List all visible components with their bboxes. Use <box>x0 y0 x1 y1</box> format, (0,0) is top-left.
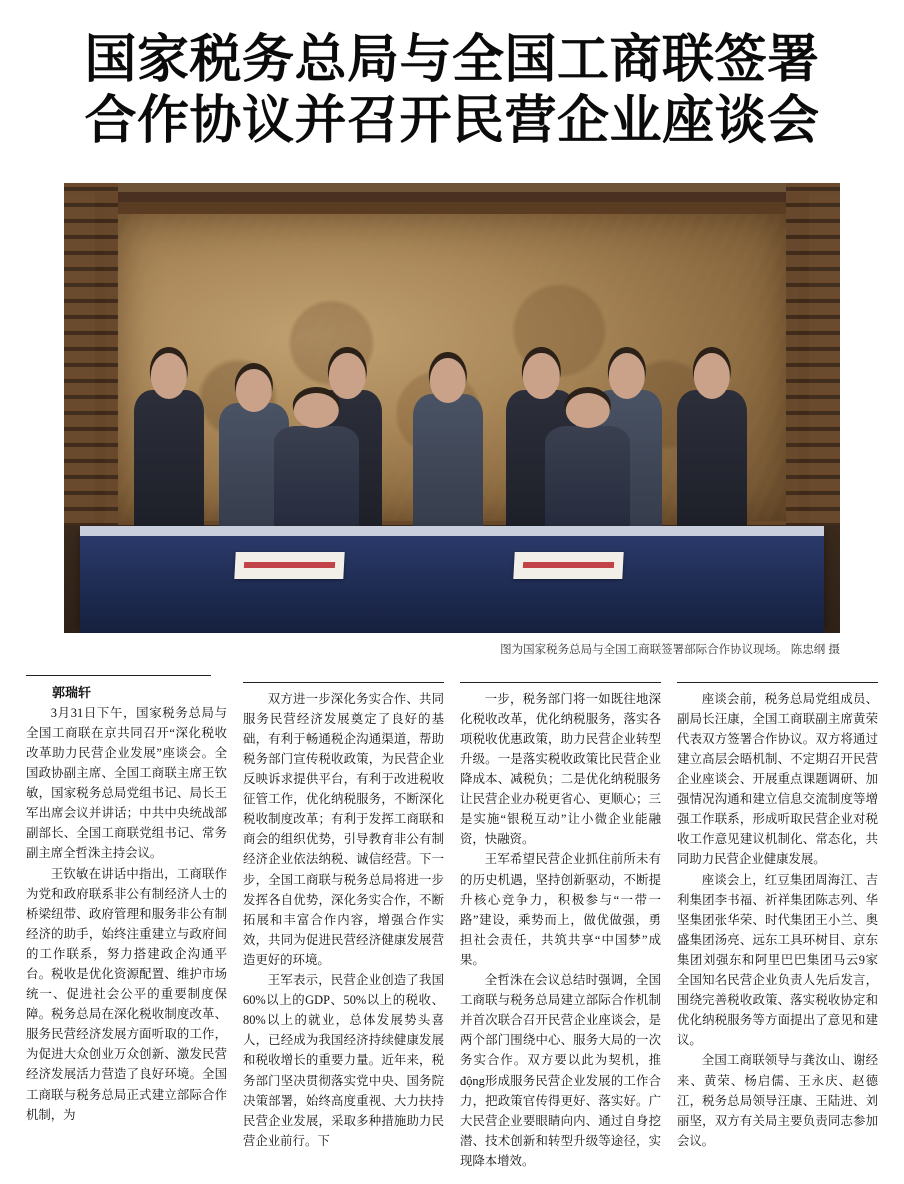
person-head <box>151 353 187 399</box>
standing-official-7 <box>677 390 747 543</box>
standing-official-4 <box>413 394 483 547</box>
paragraph: 王军希望民营企业抓住前所未有的历史机遇，坚持创新驱动，不断提升核心竞争力，积极参与“一带一路”建设，乘势而上，做优做强，勇担社会责任，共筑共享“中国梦”成果。 <box>460 852 661 967</box>
article-columns <box>26 682 878 1171</box>
paragraph: 王钦敏在讲话中指出，工商联作为党和政府联系非公有制经济人士的桥梁纽带、政府管理和服务非公有制经济的助手，始终注重建立与政府间的工作联系，努力搭建政企沟通平台。税收是优化资源配置、维护市场统一、促进社会公平的重要制度保障。税务总局在深化税收制度改革、服务民营经济发展方面听取的工作，为促进大众创业万众创新、激发民营经济发展活力营造了良好环境。全国工商联与税务总局正式建立部际合作机制，为 <box>26 866 227 1122</box>
photo-caption: 图为国家税务总局与全国工商联签署部际合作协议现场。 陈忠纲 摄 <box>500 643 840 656</box>
article-column-2 <box>243 682 444 1171</box>
table-top-edge <box>80 526 825 536</box>
lattice-window-right <box>786 183 840 543</box>
paragraph: 座谈会前，税务总局党组成员、副局长汪康，全国工商联副主席黄荣代表双方签署合作协议。双方将通过建立高层会晤机制、不定期召开民营企业座谈会、开展重点课题调研、加强情况沟通和建立信息交流制度等增强工作联系，形成听取民营企业对税收工作意见建议机制化、常态化，共同助力民营企业健康发展。 <box>677 691 878 867</box>
article-column-3 <box>460 682 661 1171</box>
column-top-rule <box>243 682 444 683</box>
person-head <box>694 353 730 399</box>
byline-divider <box>26 675 211 676</box>
signing-table <box>80 534 825 633</box>
column-top-rule <box>460 682 661 683</box>
paragraph: 王军表示，民营企业创造了我国60%以上的GDP、50%以上的税收、80%以上的就业，总体发展势头喜人，已经成为我国经济持续健康发展和税收增长的重要力量。近年来，税务部门坚决贯彻落实党中央、国务院决策部署，始终高度重视、大力扶持民营企业发展，采取多种措施助力民营企业前行。下 <box>243 973 444 1148</box>
paragraph: 一步，税务部门将一如既往地深化税收改革，优化纳税服务，落实各项税收优惠政策，助力民营企业转型升级。一是落实税收政策比民营企业降成本、减税负；二是优化纳税服务让民营企业办税更省心、更顺心；三是实施“银税互动”让小微企业能融资，快融资。 <box>460 691 661 847</box>
paragraph: 全国工商联领导与龚汝山、谢经来、黄荣、杨启儒、王永庆、赵德江，税务总局领导汪康、王陆进、刘丽坚，双方有关局主要负责同志参加会议。 <box>677 1053 878 1148</box>
photo-block <box>64 183 840 657</box>
document-red-band <box>243 562 335 568</box>
person-head <box>236 369 272 412</box>
paragraph: 全哲洙在会议总结时强调，全国工商联与税务总局建立部际合作机制并首次联合召开民营企业座谈会，是两个部门围绕中心、服务大局的一次务实合作。双方要以此为契机，推động形成服务民营企业发展的工作合力，把政策官传得更好、落实好。广大民营企业要眼睛向内、通过自身挖潜、技术创新和转型升级等途径，实现降本增效。 <box>460 973 661 1168</box>
person-head <box>329 353 365 399</box>
paragraph: 3月31日下午，国家税务总局与全国工商联在京共同召开“深化税收改革助力民营企业发展”座谈会。全国政协副主席、全国工商联主席王钦敏，国家税务总局党组书记、局长王军出席会议并讲话；中共中央统战部副部长、全国工商联党组书记、常务副主席全哲洙主持会议。 <box>26 705 227 861</box>
article-column-1 <box>26 682 227 1171</box>
paragraph: 座谈会上，红豆集团周海江、吉利集团李书福、祈祥集团陈志列、华坚集团张华荣、时代集团王小兰、奥盛集团汤亮、远东工具环树目、京东集团刘强东和阿里巴巴集团马云9家全国知名民营企业负责人先后发言，围绕完善税收政策、落实税收协定和优化纳税服务等方面提出了意见和建议。 <box>677 872 878 1048</box>
signing-document-left <box>234 552 344 579</box>
signing-ceremony-photo <box>64 183 840 633</box>
headline-line-1: 国家税务总局与全国工商联签署 <box>84 31 820 89</box>
person-head <box>430 358 466 404</box>
lattice-window-left <box>64 183 118 543</box>
paragraph: 双方进一步深化务实合作、共同服务民营经济发展奠定了良好的基础，有利于畅通税企沟通渠道，帮助税务部门宣传税收政策，为民营企业反映诉求提供平台，有利于改进税收征管工作，优化纳税服务，不断深化税收制度改革；有利于发挥工商联和商会的组织优势，引导教育非公有制经济企业依法纳税、诚信经营。下一步，全国工商联与税务总局将进一步发挥各自优势，深化务实合作，不断拓展和丰富合作内容，增强合作实效，共同为促进民营经济健康发展营造更好的环境。 <box>243 691 444 967</box>
article-byline: 郭瑞轩 <box>52 684 92 700</box>
page-title <box>26 30 878 153</box>
headline-line-2: 合作协议并召开民营企业座谈会 <box>84 92 820 151</box>
standing-official-1 <box>134 390 204 543</box>
person-head <box>523 353 559 399</box>
article-column-4 <box>677 682 878 1171</box>
document-red-band <box>523 562 615 568</box>
person-head <box>608 353 644 399</box>
column-top-rule <box>677 682 878 683</box>
signing-document-right <box>513 552 623 579</box>
